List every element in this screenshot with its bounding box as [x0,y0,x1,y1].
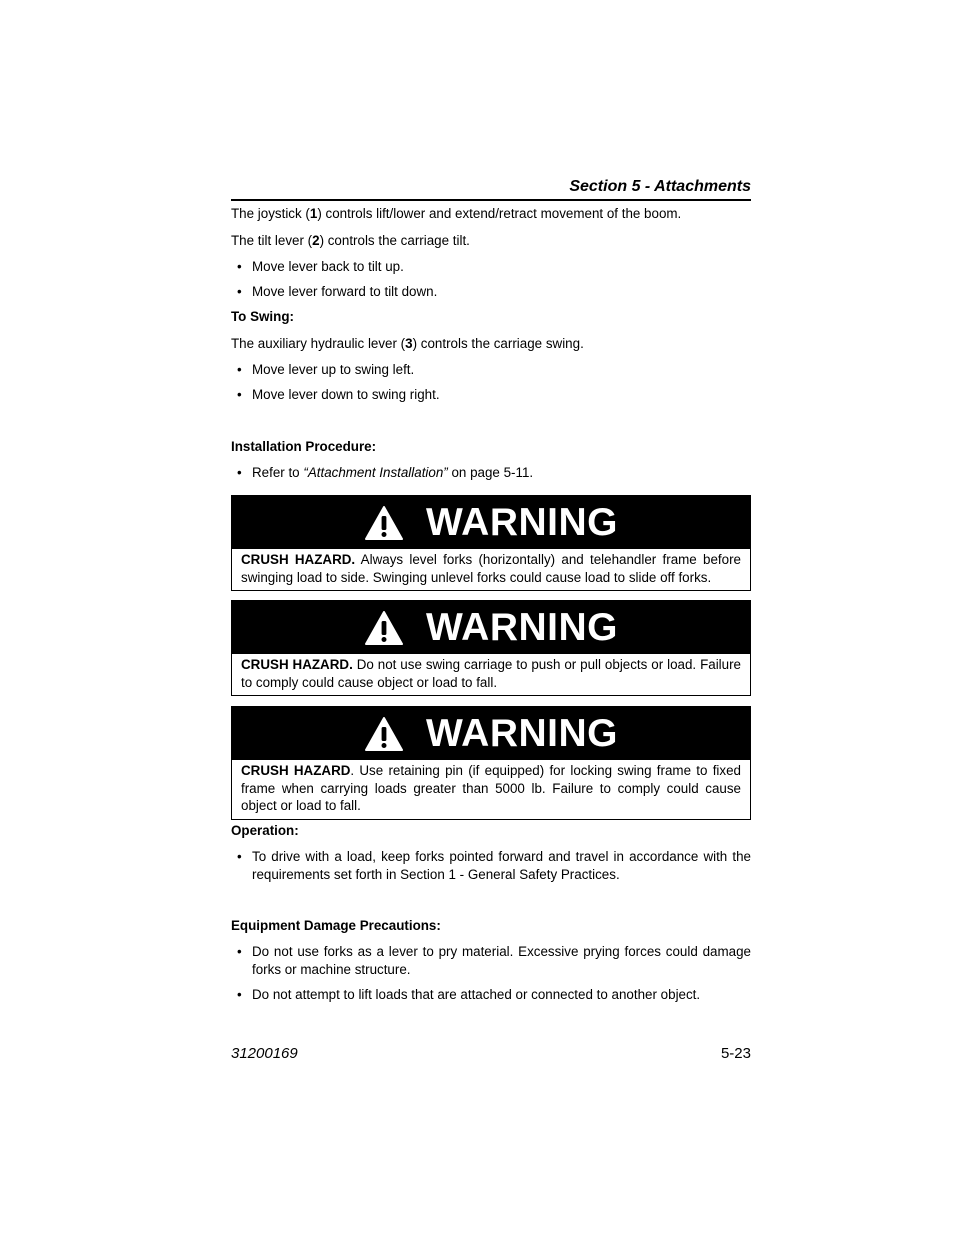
warning-title: WARNING [426,712,618,755]
operation-heading: Operation: [231,823,299,838]
header-rule [231,199,751,201]
swing-heading: To Swing: [231,309,294,324]
installation-reference-link[interactable]: “Attachment Installation” [303,465,448,480]
warning-title: WARNING [426,501,618,544]
warning-text: CRUSH HAZARD. Always level forks (horizontally) and telehandler frame before swinging load to side. Swinging unlevel forks could cause load to slide off forks. [241,552,741,585]
warning-text: CRUSH HAZARD. Do not use swing carriage to push or pull objects or load. Failure to comply could cause object or load to fall. [241,657,741,690]
installation-heading: Installation Procedure: [231,439,377,454]
warning-box [231,600,751,696]
warning-triangle-icon [364,610,404,646]
joystick-paragraph: The joystick (1) controls lift/lower and extend/retract movement of the boom. [231,206,682,221]
warning-box [231,495,751,591]
warning-title: WARNING [426,606,618,649]
warning-banner [232,601,750,654]
document-number: 31200169 [231,1045,298,1062]
warning-triangle-icon [364,716,404,752]
warning-banner [232,496,750,549]
warning-text: CRUSH HAZARD. Use retaining pin (if equipped) for locking swing frame to fixed frame when carrying loads greater than 5000 lb. Failure to comply could cause object or load to fall. [241,763,741,813]
warning-triangle-icon [364,505,404,541]
warning-banner [232,707,750,760]
page-number: 5-23 [720,1045,751,1062]
warning-box [231,706,751,820]
section-header: Section 5 - Attachments [569,178,751,195]
tilt-paragraph: The tilt lever (2) controls the carriage tilt. [231,233,470,248]
swing-paragraph: The auxiliary hydraulic lever (3) controls the carriage swing. [231,336,584,351]
damage-heading: Equipment Damage Precautions: [231,918,441,933]
